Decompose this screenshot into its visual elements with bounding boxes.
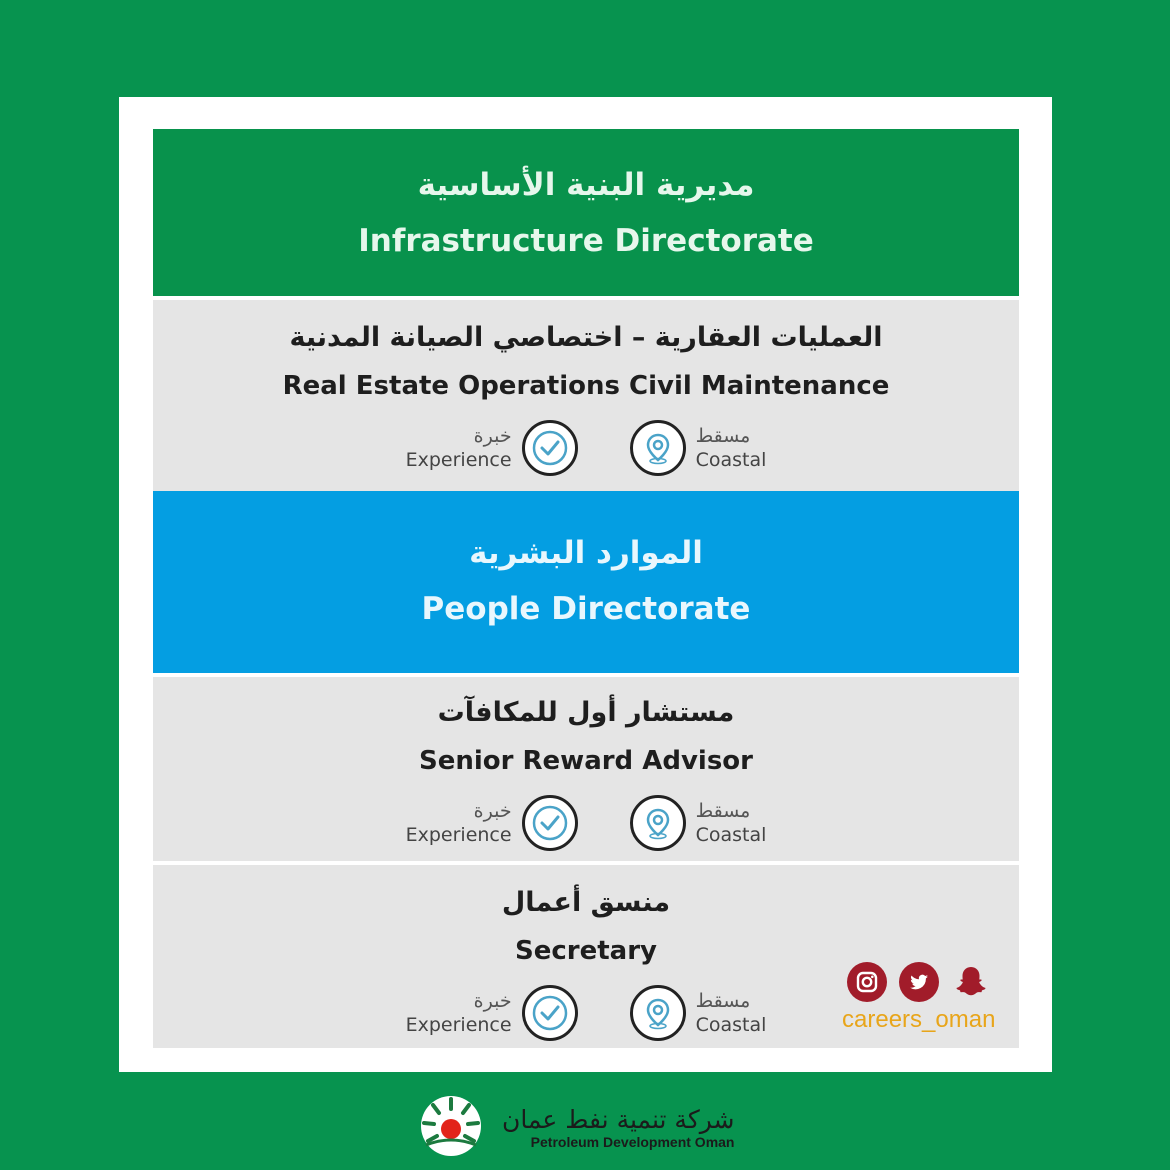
experience-tag — [406, 795, 578, 851]
experience-tag — [406, 420, 578, 476]
job-card — [119, 97, 1052, 1072]
job-list — [153, 129, 1019, 1048]
location-pin-icon — [630, 420, 686, 476]
experience-label-ar: خبرة — [473, 990, 512, 1012]
experience-label-en: Experience — [405, 449, 512, 471]
experience-tag — [406, 985, 578, 1041]
job-title-en: Real Estate Operations Civil Maintenance — [282, 371, 890, 401]
social-media-block — [842, 962, 995, 1034]
job-meta — [406, 420, 767, 476]
location-pin-icon — [630, 795, 686, 851]
pdo-logo-icon — [418, 1093, 484, 1163]
location-tag — [630, 420, 767, 476]
job-title-ar: منسق أعمال — [501, 887, 671, 918]
experience-label-en: Experience — [405, 1014, 512, 1036]
infrastructure-title-ar: مديرية البنية الأساسية — [417, 167, 755, 203]
people-directorate-header — [153, 491, 1019, 673]
checkmark-circle-icon — [522, 795, 578, 851]
location-tag — [630, 985, 767, 1041]
company-footer — [418, 1093, 734, 1163]
job-item — [153, 673, 1019, 861]
checkmark-circle-icon — [522, 420, 578, 476]
job-meta — [406, 795, 767, 851]
experience-label-en: Experience — [405, 824, 512, 846]
people-title-ar: الموارد البشرية — [469, 535, 703, 571]
job-title-ar: مستشار أول للمكافآت — [437, 697, 735, 728]
company-name-ar: شركة تنمية نفط عمان — [502, 1105, 735, 1134]
location-pin-icon — [630, 985, 686, 1041]
location-label-ar: مسقط — [695, 800, 751, 822]
snapchat-icon[interactable] — [951, 962, 991, 1002]
job-meta — [406, 985, 767, 1041]
people-title-en: People Directorate — [421, 591, 751, 627]
company-name-en: Petroleum Development Oman — [530, 1134, 735, 1150]
checkmark-circle-icon — [522, 985, 578, 1041]
job-title-en: Senior Reward Advisor — [419, 746, 753, 776]
infrastructure-title-en: Infrastructure Directorate — [358, 223, 814, 259]
instagram-icon[interactable] — [847, 962, 887, 1002]
location-label-ar: مسقط — [695, 990, 751, 1012]
social-handle: careers_oman — [842, 1006, 996, 1033]
experience-label-ar: خبرة — [473, 800, 512, 822]
location-label-ar: مسقط — [695, 425, 751, 447]
job-title-ar: العمليات العقارية – اختصاصي الصيانة المدنية — [289, 322, 883, 353]
experience-label-ar: خبرة — [473, 425, 512, 447]
location-tag — [630, 795, 767, 851]
location-label-en: Coastal — [695, 824, 767, 846]
location-label-en: Coastal — [695, 449, 767, 471]
twitter-icon[interactable] — [899, 962, 939, 1002]
job-title-en: Secretary — [515, 936, 657, 966]
job-item — [153, 296, 1019, 491]
infrastructure-directorate-header — [153, 129, 1019, 296]
location-label-en: Coastal — [695, 1014, 767, 1036]
